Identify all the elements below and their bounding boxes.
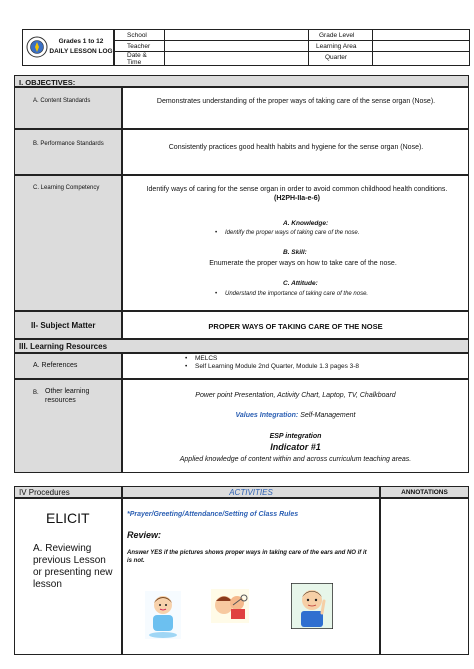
- knowledge-item: • Identify the proper ways of taking care of the nose.: [215, 230, 455, 238]
- knowledge-label: A. Knowledge:: [283, 220, 329, 227]
- objectives-heading: I. OBJECTIVES:: [14, 75, 469, 87]
- annotations-heading: ANNOTATIONS: [401, 489, 448, 496]
- content-standards-cell: [122, 87, 469, 129]
- quarter-value[interactable]: [373, 52, 469, 65]
- values-integration-text: Self-Management: [300, 412, 356, 419]
- subject-matter-label-cell: [14, 311, 122, 339]
- other-resources-label-cell: [14, 379, 122, 473]
- procedures-heading-cell: [14, 486, 122, 498]
- child-washing-picture: [145, 591, 181, 639]
- review-instruction: Answer YES if the pictures shows proper ways in taking care of the ears and NO if it is not.: [127, 550, 367, 564]
- references-label: A. References: [33, 362, 78, 369]
- references-item: • MELCS: [185, 355, 465, 363]
- elicit-title: ELICIT: [46, 510, 90, 526]
- boy-ear-picture: [291, 583, 333, 629]
- learning-area-value[interactable]: [373, 41, 469, 52]
- subject-matter-cell: [122, 311, 469, 339]
- school-label: School: [127, 32, 147, 39]
- other-resources-letter: B.: [33, 390, 39, 396]
- skill-label: B. Skill:: [283, 249, 307, 256]
- other-resources-label: Other learning resources: [45, 388, 90, 404]
- annotations-heading-cell: [380, 486, 469, 498]
- values-integration-line: [123, 412, 468, 421]
- learning-area-label: Learning Area: [316, 43, 357, 50]
- subject-matter-text: PROPER WAYS OF TAKING CARE OF THE NOSE: [208, 322, 383, 331]
- learning-competency-label: C. Learning Competency: [33, 185, 100, 191]
- teacher-label: Teacher: [127, 43, 151, 50]
- references-cell: [122, 353, 469, 379]
- attitude-item: • Understand the importance of taking care of the nose.: [215, 291, 455, 299]
- elicit-item: A. Reviewing previous Lesson or presenting new lesson: [33, 543, 113, 590]
- content-standards-text: Demonstrates understanding of the proper ways of taking care of the sense organ (Nose).: [156, 98, 436, 105]
- quarter-label: Quarter: [325, 54, 348, 61]
- learning-competency-label-cell: [14, 175, 122, 311]
- learning-competency-code: (H2PH-IIa-e-6): [274, 194, 320, 202]
- header-title-line1: Grades 1 to 12: [58, 38, 104, 45]
- indicator-text: Applied knowledge of content within and across curriculum teaching areas.: [179, 456, 412, 463]
- learning-competency-text: Identify ways of caring for the sense organ in order to avoid common childhood health conditions.: [146, 186, 448, 193]
- date-time-label: Date & Time: [127, 52, 147, 67]
- attitude-label: C. Attitude:: [283, 280, 318, 287]
- elicit-label-cell: [14, 498, 122, 655]
- values-integration-label: Values Integration:: [235, 412, 299, 419]
- subject-matter-label: II- Subject Matter: [31, 321, 96, 330]
- header-logo-block: [22, 29, 114, 66]
- elicit-annotations-cell[interactable]: [380, 498, 469, 655]
- other-resources-text: Power point Presentation, Activity Chart, Laptop, TV, Chalkboard: [195, 392, 396, 399]
- review-label: Review:: [127, 530, 162, 540]
- elicit-activities-cell: [122, 498, 380, 655]
- learning-competency-cell: [122, 175, 469, 311]
- prayer-text: *Prayer/Greeting/Attendance/Setting of Class Rules: [127, 511, 299, 518]
- performance-standards-label-cell: [14, 129, 122, 175]
- other-resources-cell: [122, 379, 469, 473]
- knowledge-list: [215, 230, 455, 238]
- resources-heading: III. Learning Resources: [14, 339, 469, 353]
- performance-standards-label: B. Performance Standards: [33, 141, 104, 147]
- indicator-label: Indicator #1: [270, 442, 321, 452]
- attitude-list: [215, 291, 455, 299]
- activities-heading-cell: [122, 486, 380, 498]
- content-standards-label: A. Content Standards: [33, 98, 91, 104]
- deped-seal-icon: [26, 36, 48, 58]
- references-label-cell: [14, 353, 122, 379]
- performance-standards-cell: [122, 129, 469, 175]
- performance-standards-text: Consistently practices good health habits and hygiene for the sense organ (Nose).: [168, 144, 424, 151]
- teacher-value[interactable]: [165, 41, 309, 52]
- references-item: • Self Learning Module 2nd Quarter, Module 1.3 pages 3-8: [185, 363, 465, 371]
- esp-integration-label: ESP integration: [269, 433, 322, 440]
- skill-text: Enumerate the proper ways on how to take care of the nose.: [209, 260, 397, 267]
- grade-level-label: Grade Level: [319, 32, 355, 39]
- header-grid: [114, 29, 470, 66]
- learning-competency-text-block: [137, 186, 457, 204]
- date-time-value[interactable]: [165, 52, 309, 65]
- procedures-heading: IV Procedures: [19, 488, 70, 497]
- school-value[interactable]: [165, 30, 309, 41]
- content-standards-label-cell: [14, 87, 122, 129]
- header-title-line2: DAILY LESSON LOG: [49, 48, 113, 55]
- ear-checkup-picture: [211, 589, 249, 623]
- grade-level-value[interactable]: [373, 30, 469, 41]
- activities-heading: ACTIVITIES: [229, 488, 273, 497]
- references-list: [185, 355, 465, 371]
